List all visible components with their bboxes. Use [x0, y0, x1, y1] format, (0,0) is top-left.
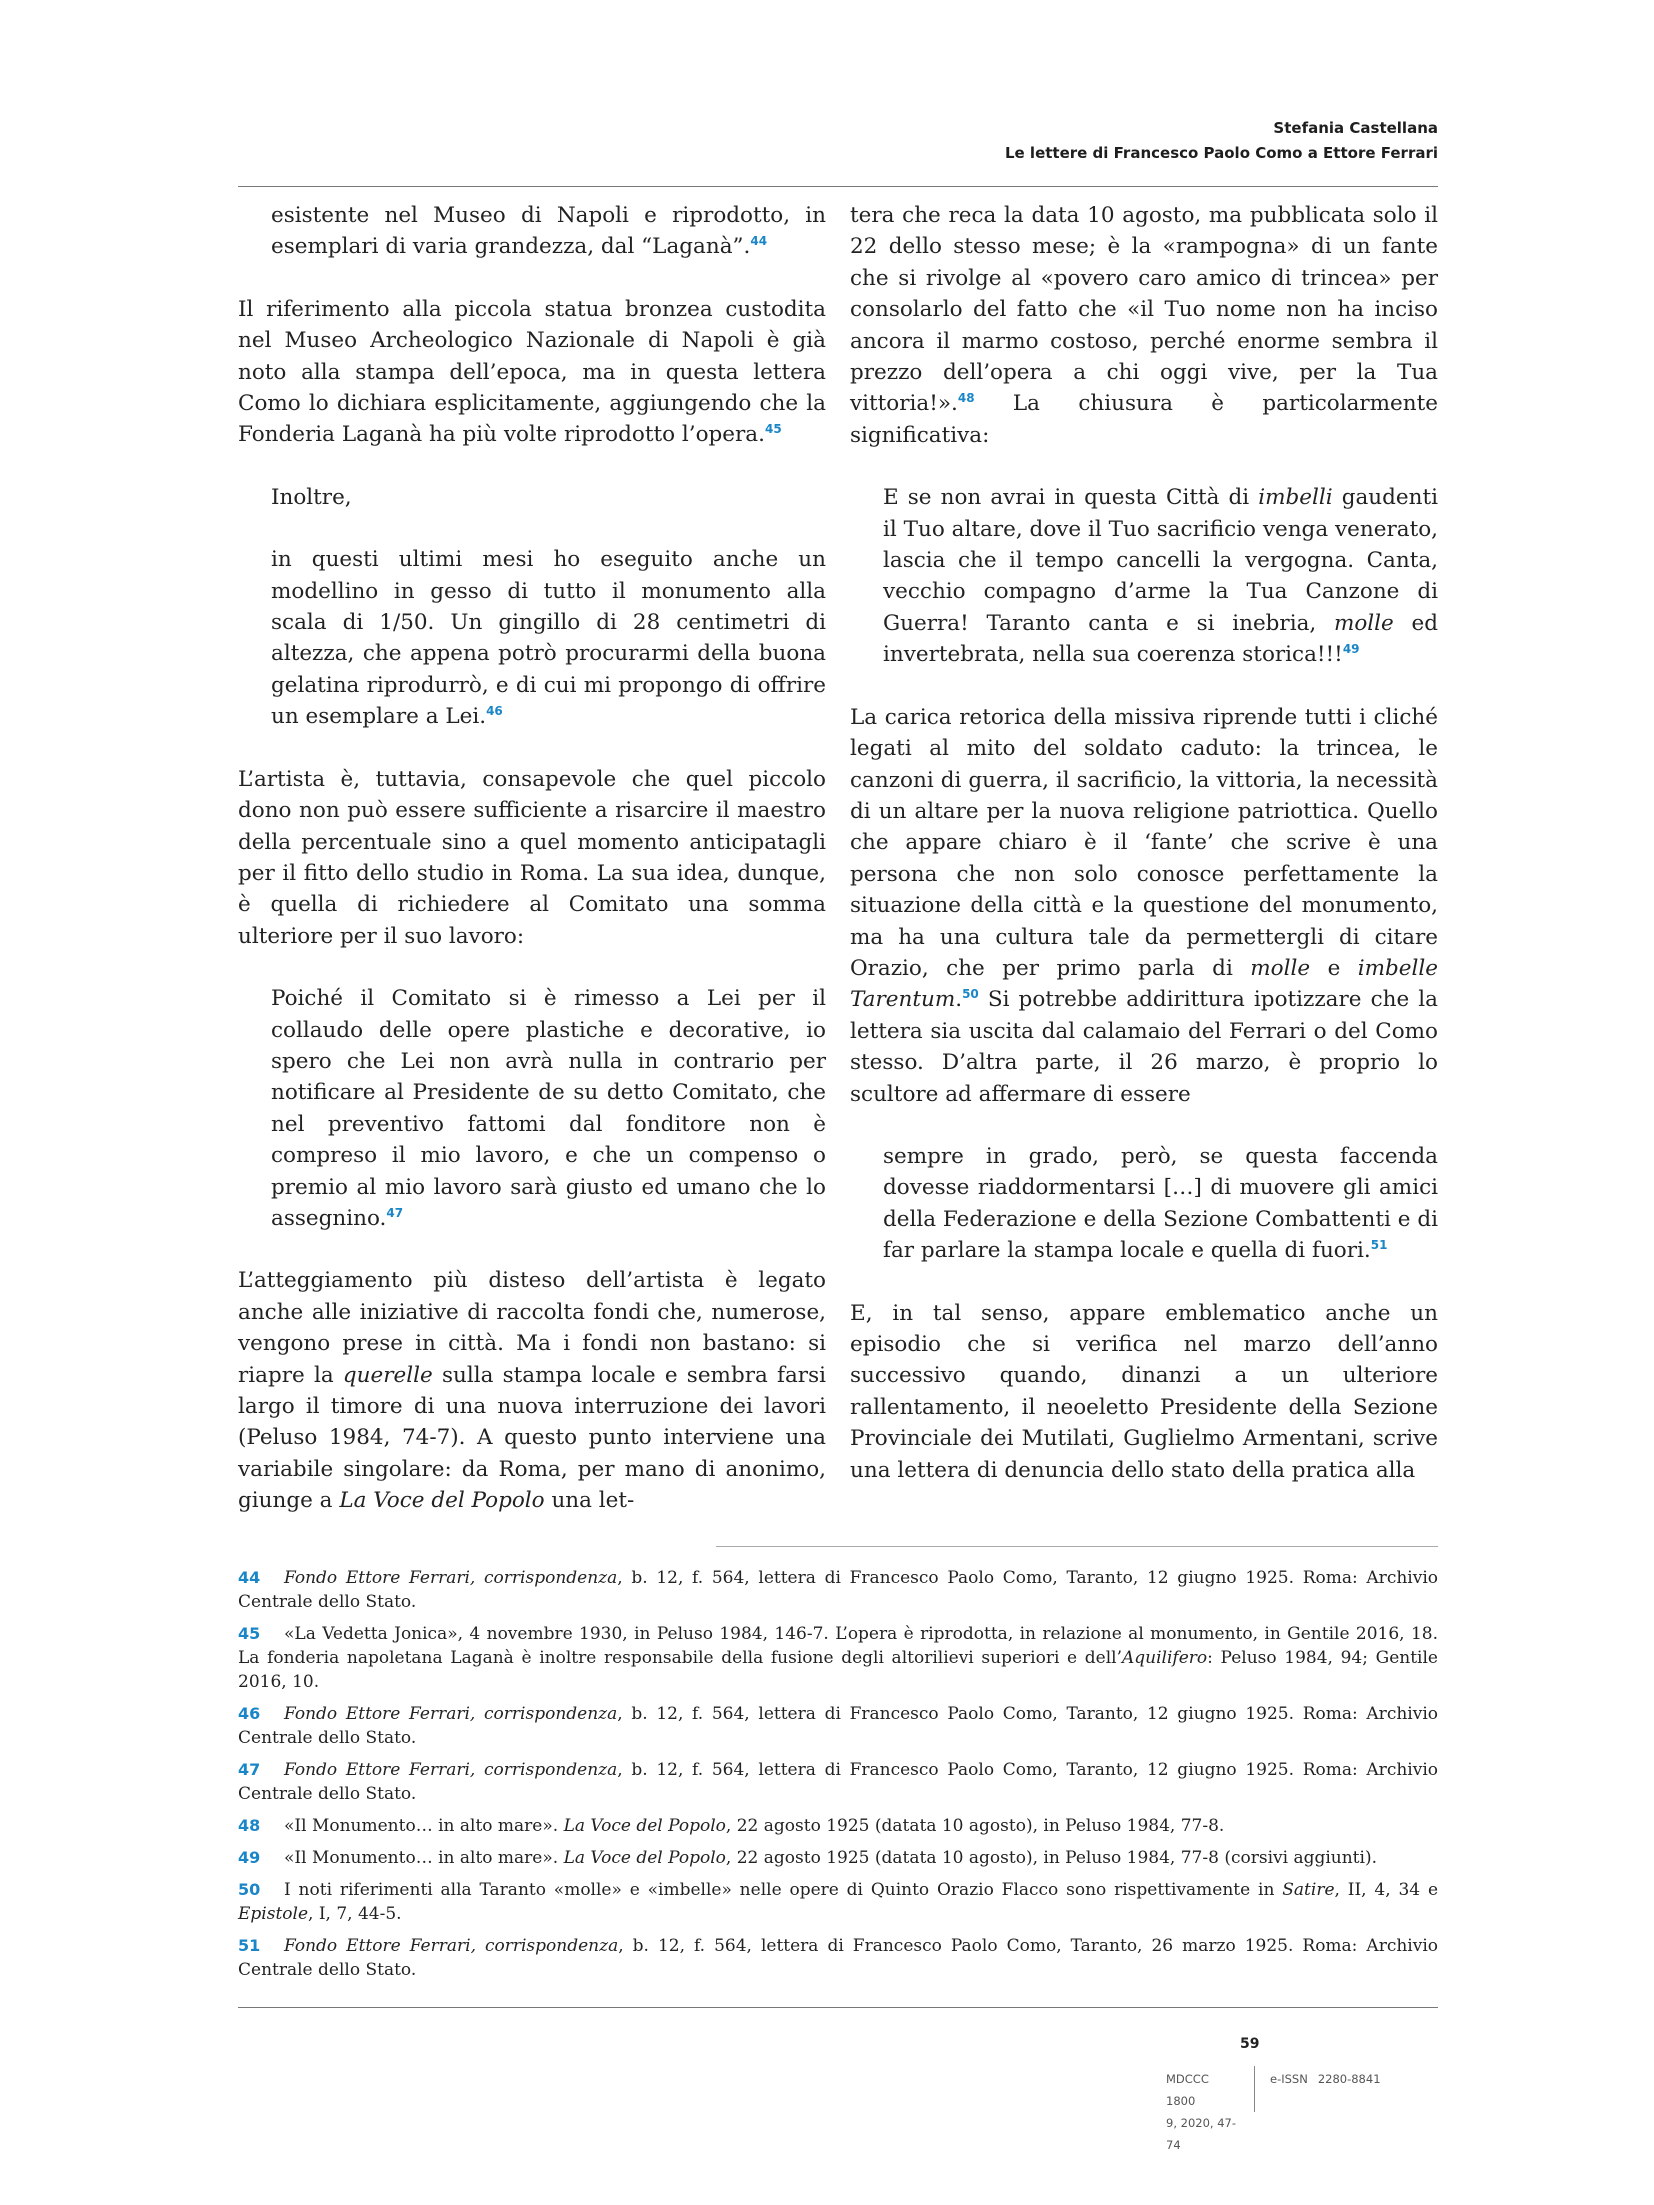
footnote-text: : Peluso 1984, 94; Gentile 2016, 10.: [238, 1648, 1438, 1692]
block-quote: [850, 482, 1438, 670]
footnote-ref[interactable]: 45: [764, 422, 782, 437]
footnote-ref[interactable]: 49: [1342, 642, 1360, 657]
journal-info: [1166, 2068, 1241, 2156]
journal-volume: 9, 2020, 47-74: [1166, 2116, 1236, 2152]
page-number: 59: [1240, 2036, 1260, 2052]
paragraph: [238, 1265, 826, 1516]
footnote-italic: Fondo Ettore Ferrari, corrispondenza: [284, 1936, 619, 1956]
footnote-number[interactable]: 44: [238, 1568, 261, 1587]
paragraph: [238, 764, 826, 952]
running-head: [850, 116, 1438, 166]
footnote-italic: Fondo Ettore Ferrari, corrispondenza: [284, 1760, 618, 1780]
footnote-number[interactable]: 48: [238, 1816, 261, 1835]
paragraph: [850, 702, 1438, 1110]
footnote-number[interactable]: 47: [238, 1760, 261, 1779]
paragraph-text: La chiusura è particolarmente significativa:: [850, 391, 1438, 448]
footnote: [238, 1566, 1438, 1614]
paragraph: [850, 200, 1438, 451]
footnote-ref[interactable]: 44: [750, 234, 768, 249]
footnote-ref[interactable]: 46: [486, 704, 503, 719]
issn: [1270, 2068, 1391, 2090]
footnote-text: , b. 12, f. 564, lettera di Francesco Paolo Como, Taranto, 26 marzo 1925. Roma: Archivio Centrale dello Stato.: [238, 1936, 1439, 1980]
paragraph-text: L’atteggiamento più disteso dell’artista è legato anche alle iniziative di raccolta fondi che, numerose, vengono prese in città. Ma i fondi non bastano: si riapre la: [238, 1268, 826, 1388]
header-rule: [238, 186, 1438, 187]
footnote: [238, 1878, 1438, 1926]
quote-text: gaudenti il Tuo altare, dove il Tuo sacrificio venga venerato, lascia che il tempo cancelli la vergogna. Canta, vecchio compagno d’arme la Tua Canzone di Guerra! Taranto canta e si inebria,: [883, 485, 1438, 636]
footnote: [238, 1622, 1438, 1694]
journal-name: MDCCC 1800: [1166, 2072, 1209, 2108]
paragraph-text: Si potrebbe addirittura ipotizzare che la lettera sia uscita dal calamaio del Ferrari o del Como stesso. D’altra parte, il 26 marzo, è proprio lo scultore ad affermare di essere: [850, 987, 1438, 1107]
footnote-text: «La Vedetta Jonica», 4 novembre 1930, in Peluso 1984, 146-7. L’opera è riprodotta, in relazione al monumento, in Gentile 2016, 18. La fonderia napoletana Laganà è inoltre responsabile della fusione degli altorilievi superiori e dell’: [238, 1624, 1438, 1668]
footnote-number[interactable]: 45: [238, 1624, 261, 1643]
issn-label: e-ISSN: [1270, 2072, 1308, 2086]
paragraph-text: La carica retorica della missiva riprende tutti i cliché legati al mito del soldato caduto: la trincea, le canzoni di guerra, il sacrificio, la vittoria, la necessità di un altare per la nuova religione patriottica. Quello che appare chiaro è il ‘fante’ che scrive è una persona che non solo conosce perfettamente la situazione della città e la questione del monumento, ma ha una cultura tale da permettergli di citare Orazio, che per primo parla di: [850, 704, 1438, 981]
footnote-text: «Il Monumento… in alto mare».: [284, 1848, 564, 1868]
footnote-text: «Il Monumento… in alto mare».: [284, 1816, 564, 1836]
footnote-ref[interactable]: 50: [962, 987, 979, 1002]
footnote-italic: Satire: [1282, 1880, 1335, 1900]
paragraph-text: tera che reca la data 10 agosto, ma pubblicata solo il 22 dello stesso mese; è la «rampogna» di un fante che si rivolge al «povero caro amico di trincea» per consolarlo del fatto che «il Tuo nome non ha inciso ancora il marmo costoso, perché enorme sembra il prezzo dell’opera a chi oggi vive, per la Tua vittoria!».: [850, 203, 1438, 417]
footer-rule: [238, 2007, 1438, 2008]
paragraph-text: una let-: [544, 1488, 635, 1514]
footnote: [238, 1758, 1438, 1806]
footnote-number[interactable]: 49: [238, 1848, 261, 1867]
footnote-rule: [716, 1546, 1438, 1547]
footnote-text: , II, 4, 34 e: [1334, 1880, 1439, 1900]
italic-term: molle: [1333, 610, 1394, 636]
quote-text: in questi ultimi mesi ho eseguito anche un modellino in gesso di tutto il monumento alla scala di 1/50. Un gingillo di 28 centimetri di altezza, che appena potrò procurarmi della buona gelatina riprodurrò, e di cui mi propongo di offrire un esemplare a Lei.: [271, 547, 826, 730]
paragraph-text: sulla stampa locale e sembra farsi largo il timore di una nuova interruzione dei lavori (Peluso 1984, 74-7). A questo punto interviene una variabile singolare: da Roma, per mano di anonimo, giunge a: [238, 1362, 826, 1514]
footnote-text: , I, 7, 44-5.: [308, 1904, 402, 1924]
paragraph-text: Il riferimento alla piccola statua bronzea custodita nel Museo Archeologico Nazionale di Napoli è già noto alla stampa dell’epoca, ma in questa lettera Como lo dichiara esplicitamente, aggiungendo che la Fonderia Laganà ha più volte riprodotto l’opera.: [238, 296, 826, 448]
italic-title: La Voce del Popolo: [339, 1488, 545, 1514]
quote-text: ed invertebrata, nella sua coerenza storica!!!: [883, 610, 1438, 668]
block-quote: [238, 983, 826, 1234]
footnote-italic: Aquilifero: [1122, 1648, 1208, 1668]
footnote-text: , b. 12, f. 564, lettera di Francesco Paolo Como, Taranto, 12 giugno 1925. Roma: Archivio Centrale dello Stato.: [238, 1760, 1438, 1804]
header-title: Le lettere di Francesco Paolo Como a Ettore Ferrari: [1004, 144, 1438, 162]
footnote-number[interactable]: 46: [238, 1704, 261, 1723]
left-column: [238, 200, 826, 1517]
paragraph-text: E, in tal senso, appare emblematico anche un episodio che si verifica nel marzo dell’anno successivo quando, dinanzi a un ulteriore rallentamento, il neoeletto Presidente della Sezione Provinciale dei Mutilati, Guglielmo Armentani, scrive una lettera di denuncia dello stato della pratica alla: [850, 1300, 1438, 1483]
footnote-italic: Fondo Ettore Ferrari, corrispondenza: [284, 1568, 618, 1588]
footnote-italic: Fondo Ettore Ferrari, corrispondenza: [284, 1704, 618, 1724]
footnote-text: , b. 12, f. 564, lettera di Francesco Paolo Como, Taranto, 12 giugno 1925. Roma: Archivio Centrale dello Stato.: [238, 1568, 1438, 1612]
issn-value: 2280-8841: [1317, 2072, 1381, 2086]
quote-intro: Inoltre,: [271, 484, 352, 510]
footnote-text: I noti riferimenti alla Taranto «molle» e «imbelle» nelle opere di Quinto Orazio Flacco sono rispettivamente in: [284, 1880, 1283, 1900]
footnote-number[interactable]: 50: [238, 1880, 261, 1899]
header-author: Stefania Castellana: [1273, 119, 1438, 137]
italic-term: imbelle Tarentum: [850, 955, 1438, 1013]
paragraph: [238, 294, 826, 451]
quote-text: esistente nel Museo di Napoli e riprodotto, in esemplari di varia grandezza, dal “Laganà”.: [271, 203, 826, 260]
quote-text: Poiché il Comitato si è rimesso a Lei per il collaudo delle opere plastiche e decorative, io spero che Lei non avrà nulla in contrario per notificare al Presidente de su detto Comitato, che nel preventivo fattomi dal fonditore non è compreso il mio lavoro, e che un compenso o premio al mio lavoro sarà giusto ed umano che lo assegnino.: [271, 986, 826, 1231]
italic-term: querelle: [342, 1362, 433, 1388]
footnote-italic: La Voce del Popolo: [563, 1816, 726, 1836]
footnote: [238, 1702, 1438, 1750]
footnote: [238, 1814, 1438, 1838]
footnote-italic: Epistole: [238, 1904, 309, 1924]
footnote: [238, 1846, 1438, 1870]
footnotes: [238, 1566, 1438, 1990]
footnote: [238, 1934, 1438, 1982]
italic-term: imbelli: [1258, 485, 1333, 511]
footnote-text: , 22 agosto 1925 (datata 10 agosto), in Peluso 1984, 77-8 (corsivi aggiunti).: [725, 1848, 1377, 1868]
quote-text: sempre in grado, però, se questa faccenda dovesse riaddormentarsi […] di muovere gli amici della Federazione e della Sezione Combattenti e di far parlare la stampa locale e quella di fuori.: [883, 1143, 1438, 1264]
paragraph-text: L’artista è, tuttavia, consapevole che quel piccolo dono non può essere sufficiente a risarcire il maestro della percentuale sino a quel momento anticipatagli per il fitto dello studio in Roma. La sua idea, dunque, è quella di richiedere al Comitato una somma ulteriore per il suo lavoro:: [238, 766, 826, 949]
footnote-number[interactable]: 51: [238, 1936, 261, 1955]
footnote-italic: La Voce del Popolo: [563, 1848, 726, 1868]
italic-term: molle: [1250, 955, 1311, 981]
footnote-ref[interactable]: 51: [1370, 1238, 1388, 1253]
block-quote: [238, 544, 826, 732]
footnote-ref[interactable]: 47: [386, 1205, 404, 1220]
footnote-ref[interactable]: 48: [957, 391, 975, 406]
paragraph-text: .: [955, 987, 963, 1013]
block-quote: [850, 1141, 1438, 1267]
right-column: [850, 200, 1438, 1486]
paragraph: [850, 1298, 1438, 1486]
footer-divider: [1254, 2066, 1255, 2112]
footnote-text: , b. 12, f. 564, lettera di Francesco Paolo Como, Taranto, 12 giugno 1925. Roma: Archivio Centrale dello Stato.: [238, 1704, 1438, 1748]
paragraph-text: e: [1310, 955, 1358, 981]
quote-text: E se non avrai in questa Città di: [883, 485, 1259, 511]
block-quote: [238, 200, 826, 263]
footnote-text: , 22 agosto 1925 (datata 10 agosto), in Peluso 1984, 77-8.: [725, 1816, 1225, 1836]
